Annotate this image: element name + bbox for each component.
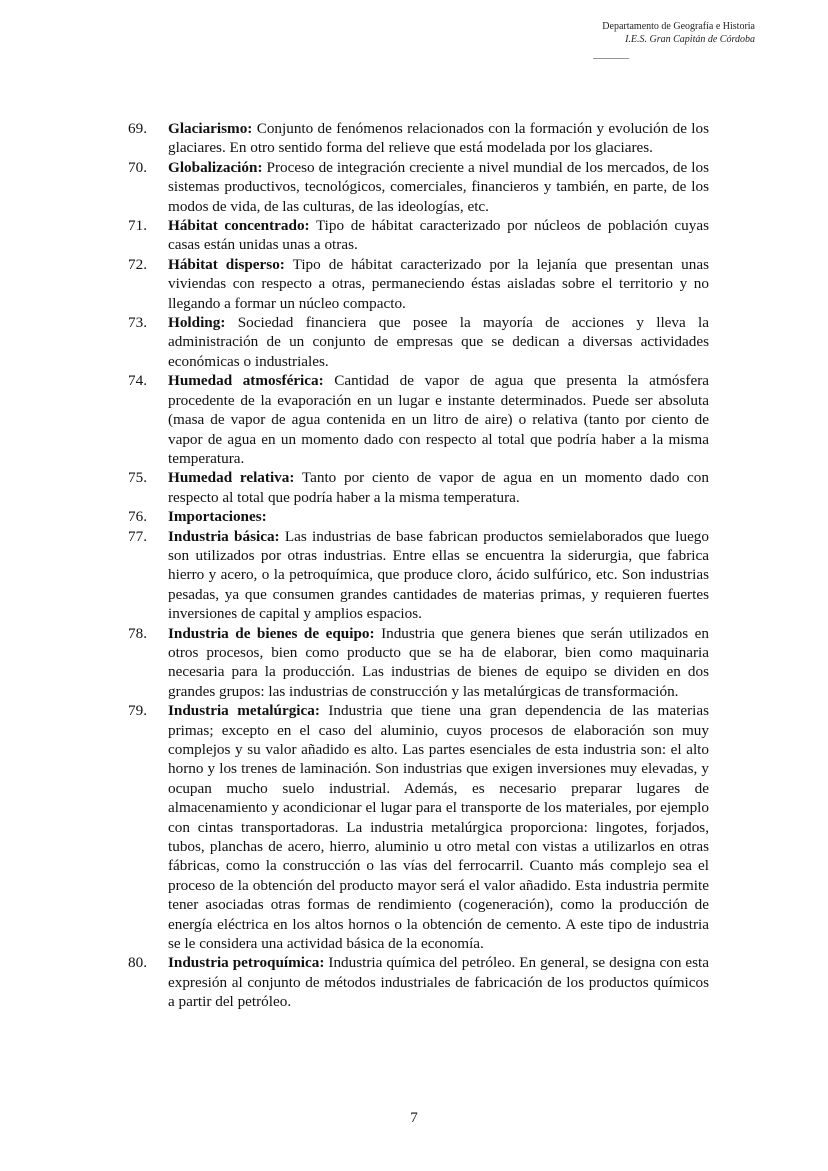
glossary-list — [128, 119, 709, 1012]
entry-definition: Conjunto de fenómenos relacionados con la formación y evolución de los glaciares. En otro sentido forma del relieve que está modelada por los glaciares. — [168, 120, 709, 157]
entry-term: Industria petroquímica: — [168, 954, 325, 972]
entry-term: Hábitat disperso: — [168, 255, 285, 273]
entry-definition: Cantidad de vapor de agua que presenta la atmósfera procedente de la evaporación en un lugar e instante determinados. Puede ser absoluta (masa de vapor de agua contenida en un litro de aire) o relativa (tanto por ciento de vapor de agua en un momento dado con respecto al total que podría haber a la misma temperatura. — [168, 372, 709, 467]
entry-number: 80. — [128, 954, 147, 972]
glossary-entry-glaciarismo — [128, 119, 709, 158]
entry-number: 77. — [128, 527, 147, 545]
institution-name: I.E.S. Gran Capitán de Córdoba — [625, 33, 755, 45]
entry-term: Importaciones: — [168, 508, 267, 526]
glossary-entry-habitat-concentrado — [128, 216, 709, 255]
entry-number: 76. — [128, 508, 147, 526]
entry-number: 71. — [128, 217, 147, 235]
entry-term: Industria metalúrgica: — [168, 702, 320, 720]
entry-number: 74. — [128, 372, 147, 390]
entry-term: Industria de bienes de equipo: — [168, 624, 375, 642]
entry-number: 72. — [128, 255, 147, 273]
glossary-entry-humedad-relativa — [128, 468, 709, 507]
page-header — [455, 21, 755, 46]
glossary-entry-industria-metalurgica — [128, 701, 709, 953]
glossary-entry-holding — [128, 313, 709, 371]
glossary-entry-habitat-disperso — [128, 255, 709, 313]
department-name: Departamento de Geografía e Historia — [602, 21, 755, 32]
glossary-entry-importaciones — [128, 507, 709, 526]
entry-term: Glaciarismo: — [168, 120, 253, 137]
entry-number: 79. — [128, 702, 147, 720]
entry-number: 73. — [128, 314, 147, 332]
glossary-entry-industria-basica — [128, 527, 709, 624]
entry-definition: Industria que genera bienes que serán utilizados en otros procesos, bien como producto que se ha de elaborar, bien como maquinaria necesaria para la producción. Las industrias de bienes de equipo se dividen en dos grandes grupos: las industrias de construcción y las metalúrgicas de transformación. — [168, 624, 710, 700]
entry-definition: Proceso de integración creciente a nivel mundial de los mercados, de los sistemas productivos, tecnológicos, comerciales, financieros y también, en parte, de los modos de vida, de las culturas, de las ideologías, etc. — [168, 158, 709, 215]
entry-definition: Tipo de hábitat caracterizado por núcleos de población cuyas casas están unidas unas a otras. — [168, 217, 709, 254]
entry-number: 78. — [128, 624, 147, 642]
entry-term: Industria básica: — [168, 527, 280, 545]
entry-term: Humedad relativa: — [168, 469, 295, 487]
entry-term: Humedad atmosférica: — [168, 372, 324, 390]
glossary-entry-humedad-atmosferica — [128, 371, 709, 468]
glossary-entry-industria-petroquimica — [128, 953, 709, 1011]
entry-definition: Las industrias de base fabrican productos semielaborados que luego son utilizados por otras industrias. Entre ellas se encuentra la siderurgia, que fabrica hierro y acero, o la petroquímica, que produce cloro, ácido sulfúrico, etc. Son industrias pesadas, ya que consumen grandes cantidades de materias primas, y requieren fuertes inversiones de capital y amplios espacios. — [168, 527, 709, 623]
header-rule — [593, 58, 629, 59]
entry-definition: Industria química del petróleo. En general, se designa con esta expresión al conjunto de métodos industriales de fabricación de los productos químicos a partir del petróleo. — [168, 954, 709, 1011]
entry-definition: Tanto por ciento de vapor de agua en un momento dado con respecto al total que podría haber a la misma temperatura. — [168, 469, 709, 506]
page-number: 7 — [410, 1110, 418, 1126]
entry-definition: Industria que tiene una gran dependencia de las materias primas; excepto en el caso del aluminio, cuyos procesos de elaboración son muy complejos y su valor añadido es alto. Las partes esenciales de esta industria son: el alto horno y los trenes de laminación. Son industrias que exigen inversiones muy elevadas, y ocupan mucho suelo industrial. Además, es necesario preparar lugares de almacenamiento y acondicionar el lugar para el transporte de los materiales, por ejemplo con cintas transportadoras. La industria metalúrgica proporciona: lingotes, forjados, tubos, planchas de acero, hierro, aluminio u otro metal con vistas a utilizarlos en otras fábricas, como la construcción o las vías del ferrocarril. Cuanto más complejo sea el proceso de la obtención del producto mayor será el valor añadido. Esta industria permite tener asociadas otras formas de rendimiento (cogeneración), como la producción de energía eléctrica en los altos hornos o la obtención de cemento. A este tipo de industria se le considera una actividad básica de la economía. — [168, 702, 709, 953]
glossary-entry-industria-bienes-equipo — [128, 624, 709, 702]
entry-number: 75. — [128, 469, 147, 487]
entry-term: Globalización: — [168, 158, 263, 176]
entry-number: 70. — [128, 158, 147, 176]
entry-definition: Tipo de hábitat caracterizado por la lejanía que presentan unas viviendas con respecto a otras, permaneciendo éstas aisladas sobre el territorio y no llegando a formar un núcleo compacto. — [168, 255, 709, 312]
entry-term: Holding: — [168, 314, 226, 332]
entry-definition: Sociedad financiera que posee la mayoría de acciones y lleva la administración de un conjunto de empresas que se dedican a diversas actividades económicas o industriales. — [168, 314, 710, 370]
entry-term: Hábitat concentrado: — [168, 217, 310, 235]
glossary-entry-globalizacion — [128, 158, 709, 216]
entry-number: 69. — [128, 120, 147, 137]
